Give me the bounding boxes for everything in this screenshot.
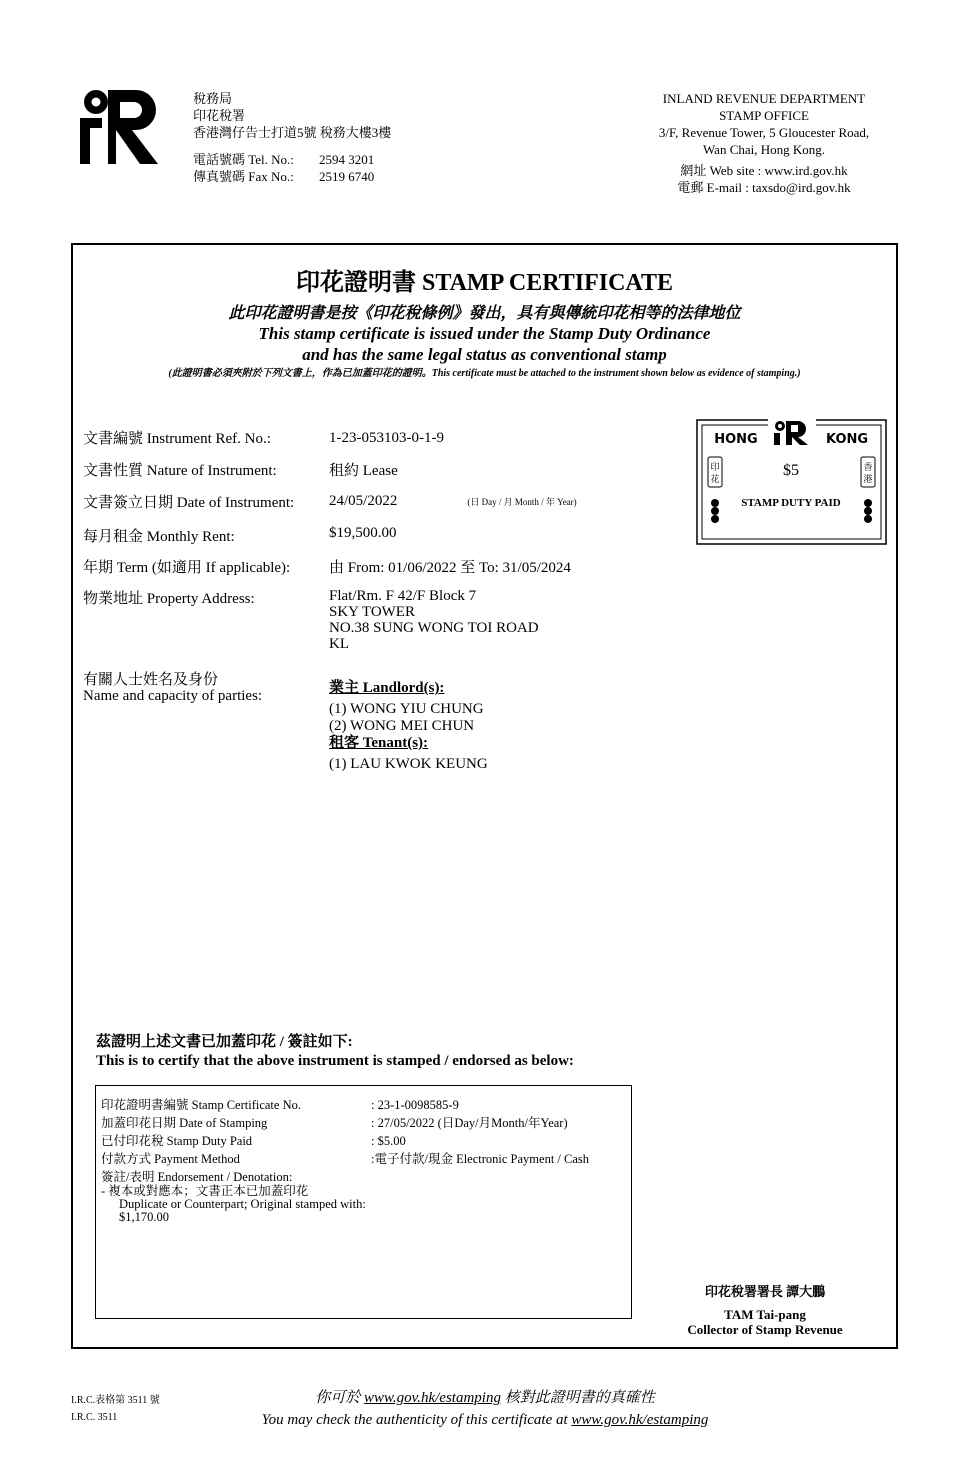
svg-text:香: 香 — [863, 462, 873, 472]
header-address-zh — [193, 90, 391, 185]
note-text: You may check the authenticity of this certificate at — [261, 1412, 572, 1428]
note-text: 你可於 — [315, 1390, 365, 1406]
rent-label: 每月租金 Monthly Rent: — [83, 529, 235, 545]
collector-signature-block — [660, 1284, 870, 1337]
payment-value: :電子付款/現金 Electronic Payment / Cash — [371, 1152, 590, 1166]
estamping-link[interactable]: www.gov.hk/estamping — [571, 1412, 709, 1428]
svg-text:印: 印 — [710, 462, 720, 472]
collector-title-zh: 印花稅署署長 譚大鵬 — [704, 1284, 826, 1299]
estamping-link[interactable]: www.gov.hk/estamping — [364, 1390, 501, 1406]
collector-name: TAM Tai-pang — [724, 1307, 806, 1322]
duty-label: 已付印花稅 Stamp Duty Paid — [101, 1134, 253, 1148]
address-line: SKY TOWER — [329, 604, 415, 620]
parties-label — [83, 672, 262, 704]
parties-label-zh: 有關人士姓名及身份 — [83, 672, 219, 688]
svg-text:花: 花 — [710, 474, 720, 484]
rent-value: $19,500.00 — [329, 525, 397, 541]
verification-note — [160, 1387, 810, 1431]
nature-value: 租約 Lease — [329, 463, 398, 479]
note-text: 核對此證明書的真確性 — [500, 1390, 655, 1406]
stamp-ird-logo-icon — [774, 421, 808, 445]
email: 電郵 E-mail : taxsdo@ird.gov.hk — [677, 180, 851, 195]
stamp-right-seal-icon — [861, 457, 875, 487]
certificate-title: 印花證明書 STAMP CERTIFICATE — [296, 270, 673, 296]
form-number-en: I.R.C. 3511 — [71, 1412, 118, 1423]
stamping-details — [101, 1096, 590, 1186]
stamp-kong: KONG — [825, 432, 869, 447]
property-address — [329, 588, 539, 652]
cert-no-value: : 23-1-0098585-9 — [371, 1098, 459, 1112]
svg-text:港: 港 — [863, 474, 873, 484]
office-name-en: STAMP OFFICE — [719, 108, 809, 123]
term-value: 由 From: 01/06/2022 至 To: 31/05/2024 — [329, 560, 571, 576]
dept-name-zh: 稅務局 — [193, 91, 233, 106]
address-zh: 香港灣仔告士打道5號 稅務大樓3樓 — [193, 125, 392, 140]
ref-label: 文書編號 Instrument Ref. No.: — [83, 431, 271, 447]
subtitle-en — [0, 323, 969, 365]
address-label: 物業地址 Property Address: — [83, 591, 255, 607]
endorse-line: Duplicate or Counterpart; Original stamped with: — [119, 1197, 366, 1211]
office-name-zh: 印花稅署 — [193, 108, 246, 123]
stamp-duty-paid-stamp — [696, 419, 887, 545]
fax-number: 2519 6740 — [319, 169, 375, 184]
landlord-entry: (2) WONG MEI CHUN — [329, 718, 475, 734]
address-en-line1: 3/F, Revenue Tower, 5 Gloucester Road, — [658, 125, 870, 140]
dept-name-en: INLAND REVENUE DEPARTMENT — [662, 91, 866, 106]
subtitle-zh: 此印花證明書是按《印花稅條例》發出，具有與傳統印花相等的法律地位 — [228, 305, 741, 322]
attachment-note: (此證明書必須夾附於下列文書上，作為已加蓋印花的證明。This certificate must be attached to the instrument shown below as evidence of stamping.) — [168, 368, 801, 379]
stamp-left-ornament-icon — [711, 499, 719, 523]
subtitle-en-line1: This stamp certificate is issued under the Stamp Duty Ordinance — [258, 324, 711, 343]
date-value: 24/05/2022 — [329, 493, 398, 509]
header-address-en — [630, 90, 898, 196]
endorse-line: - 複本或對應本；文書正本已加蓋印花 — [101, 1184, 309, 1198]
stamp-date-label: 加蓋印花日期 Date of Stamping — [101, 1116, 268, 1130]
form-number-zh: I.R.C.表格第 3511 號 — [71, 1395, 160, 1406]
certify-en: This is to certify that the above instrument is stamped / endorsed as below: — [96, 1053, 574, 1069]
form-number — [71, 1392, 160, 1426]
endorsement-text — [101, 1185, 366, 1224]
stamp-amount: $5 — [783, 462, 799, 479]
tel-number: 2594 3201 — [319, 152, 375, 167]
date-row — [329, 493, 577, 510]
stamp-date-value: : 27/05/2022 (日Day/月Month/年Year) — [371, 1116, 568, 1130]
nature-label: 文書性質 Nature of Instrument: — [83, 463, 277, 479]
tenant-heading: 租客 Tenant(s): — [329, 735, 429, 751]
address-line: NO.38 SUNG WONG TOI ROAD — [329, 620, 539, 636]
website: 網址 Web site : www.ird.gov.hk — [680, 163, 848, 178]
payment-label: 付款方式 Payment Method — [101, 1152, 240, 1166]
verification-note-zh — [160, 1387, 810, 1409]
cert-no-label: 印花證明書編號 Stamp Certificate No. — [101, 1098, 301, 1112]
endorse-line: $1,170.00 — [119, 1210, 169, 1224]
certification-statement — [96, 1033, 574, 1071]
duty-value: : $5.00 — [371, 1134, 406, 1148]
endorse-label: 簽註/表明 Endorsement / Denotation: — [101, 1170, 293, 1184]
stamp-paid-label: STAMP DUTY PAID — [741, 497, 841, 509]
address-en-line2: Wan Chai, Hong Kong. — [702, 142, 826, 157]
parties-list — [329, 680, 488, 773]
tel-label: 電話號碼 Tel. No.: — [193, 152, 294, 167]
term-label: 年期 Term (如適用 If applicable): — [83, 560, 291, 576]
ird-logo — [80, 88, 160, 164]
collector-title-en: Collector of Stamp Revenue — [687, 1322, 843, 1337]
certify-zh: 茲證明上述文書已加蓋印花 / 簽註如下: — [96, 1034, 353, 1050]
ref-value: 1-23-053103-0-1-9 — [329, 430, 444, 446]
fax-label: 傳真號碼 Fax No.: — [193, 169, 294, 184]
address-line: Flat/Rm. F 42/F Block 7 — [329, 588, 477, 604]
stamp-hong: HONG — [714, 432, 758, 447]
address-line: KL — [329, 636, 349, 652]
landlord-heading: 業主 Landlord(s): — [329, 680, 445, 696]
stamp-right-ornament-icon — [864, 499, 872, 523]
parties-label-en: Name and capacity of parties: — [83, 688, 263, 704]
stamp-left-seal-icon — [708, 457, 722, 487]
date-label: 文書簽立日期 Date of Instrument: — [83, 495, 295, 511]
tenant-entry: (1) LAU KWOK KEUNG — [329, 756, 488, 772]
verification-note-en — [160, 1409, 810, 1431]
subtitle-en-line2: and has the same legal status as conventional stamp — [302, 345, 667, 364]
landlord-entry: (1) WONG YIU CHUNG — [329, 701, 484, 717]
date-format-note: (日 Day / 月 Month / 年 Year) — [467, 497, 577, 508]
